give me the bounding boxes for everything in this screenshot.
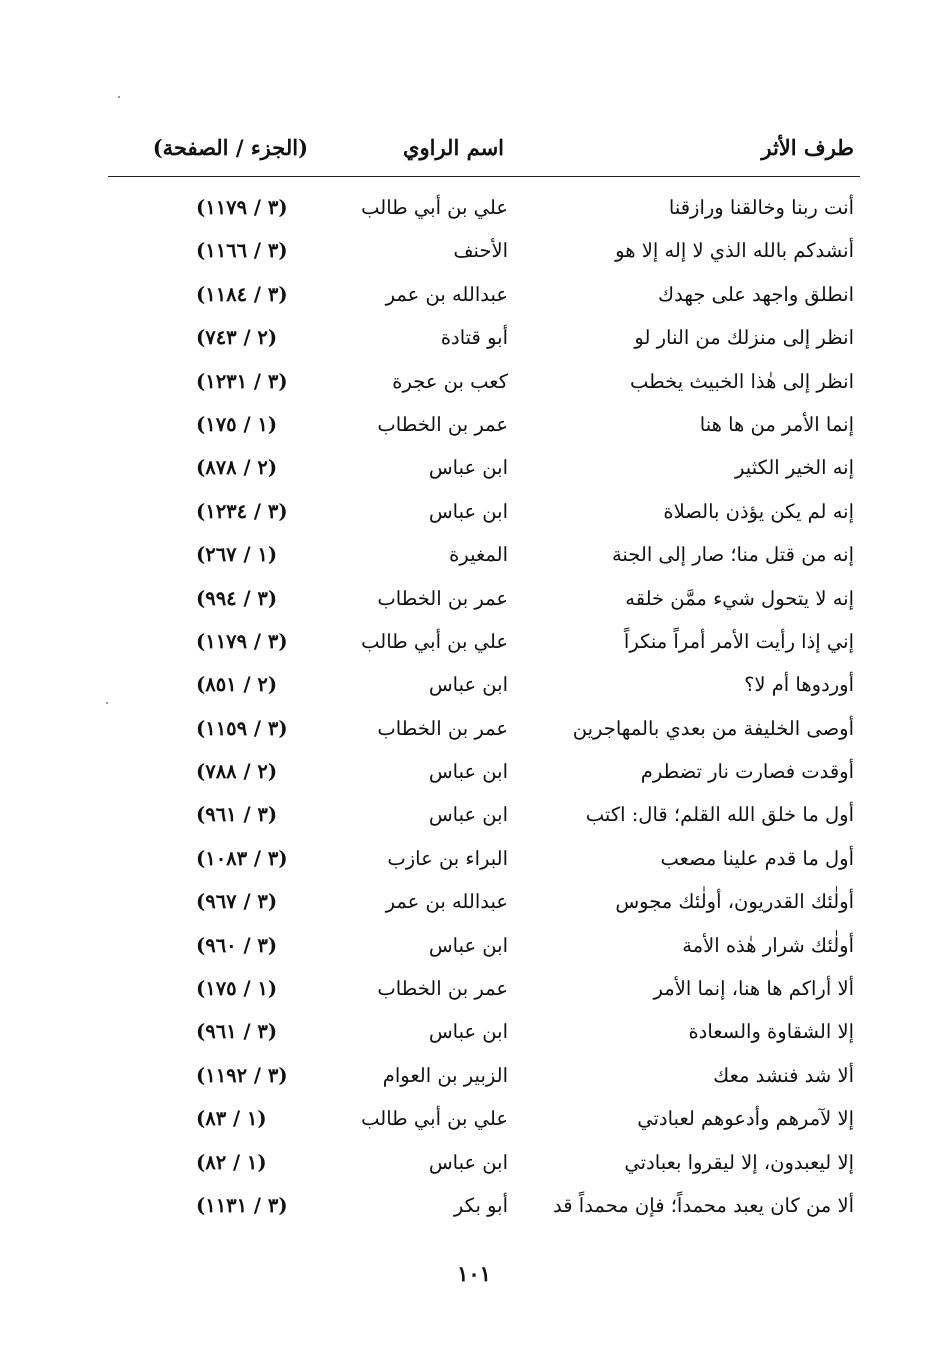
table-row [108,1141,860,1184]
reference-cell: (٣ / ١١٨٤) [196,282,288,306]
reference-cell: (٣ / ١١٧٩) [196,629,288,653]
athar-cell: انظر إلى هٰذا الخبيث يخطب [630,369,854,393]
reference-cell: (١ / ٨٣) [196,1107,267,1131]
reference-cell: (٣ / ١١٩٢) [196,1063,288,1087]
rawi-cell: ابن عباس [428,803,508,827]
table-row [108,186,860,229]
athar-cell: أولٰئك القدريون، أولٰئك مجوس [615,890,854,914]
table-row [108,490,860,533]
rawi-cell: ابن عباس [428,673,508,697]
rawi-cell: علي بن أبي طالب [361,196,508,219]
athar-cell: أنشدكم بالله الذي لا إله إلا هو [615,239,854,263]
rawi-cell: المغيرة [449,543,508,567]
rawi-cell: ابن عباس [428,1150,508,1174]
table-row [108,273,860,316]
table-row [108,1010,860,1053]
athar-cell: أول ما قدم علينا مصعب [660,846,854,870]
reference-cell: (٣ / ١٢٣١) [196,369,288,393]
reference-cell: (٣ / ١١٣١) [196,1193,288,1217]
reference-cell: (٣ / ٩٦٧) [196,890,278,914]
table-row [108,793,860,836]
athar-cell: إلا لآمرهم وأدعوهم لعبادتي [637,1107,854,1131]
reference-cell: (٢ / ٧٤٣) [196,326,278,350]
athar-cell: إلا ليعبدون، إلا ليقروا بعبادتي [624,1150,854,1174]
reference-cell: (١ / ١٧٥) [196,412,278,436]
reference-cell: (٣ / ٩٦٠) [196,933,278,957]
reference-cell: (٣ / ١١٦٦) [196,239,288,263]
athar-cell: إنه لم يكن يؤذن بالصلاة [663,499,854,523]
reference-cell: (١ / ٢٦٧) [196,543,278,567]
reference-cell: (٣ / ١٠٨٣) [196,846,288,870]
rawi-cell: كعب بن عجرة [392,369,508,393]
reference-cell: (٣ / ٩٩٤) [196,586,278,610]
rawi-cell: عبدالله بن عمر [385,282,508,306]
athar-cell: ألا شد فنشد معك [713,1063,854,1087]
reference-cell: (٣ / ١١٧٩) [196,196,288,219]
reference-cell: (١ / ١٧٥) [196,977,278,1001]
athar-cell: إنه من قتل منا؛ صار إلى الجنة [611,543,854,567]
scan-speck [118,96,120,98]
athar-cell: أوردوها أم لا؟ [744,673,854,697]
athar-cell: ألا من كان يعبد محمداً؛ فإن محمداً قد [553,1193,854,1217]
athar-cell: إنه الخير الكثير [735,456,854,480]
table-row [108,924,860,967]
table-row [108,533,860,576]
rawi-cell: علي بن أبي طالب [361,1107,508,1131]
table-row [108,229,860,272]
table-row [108,446,860,489]
athar-cell: إلا الشقاوة والسعادة [688,1020,854,1044]
athar-cell: انطلق واجهد على جهدك [658,282,854,306]
athar-cell: إني إذا رأيت الأمر أمراً منكراً [623,629,854,653]
reference-cell: (٣ / ٩٦١) [196,1020,278,1044]
rawi-cell: أبو بكر [453,1193,508,1217]
rawi-cell: الأحنف [453,239,508,263]
athar-cell: أوقدت فصارت نار تضطرم [640,760,854,784]
table-row [108,620,860,663]
rawi-cell: ابن عباس [428,1020,508,1044]
rawi-cell: ابن عباس [428,760,508,784]
header-athar: طرف الأثر [761,135,854,160]
table-row [108,1184,860,1227]
rawi-cell: ابن عباس [428,499,508,523]
rawi-cell: عمر بن الخطاب [377,586,508,610]
rawi-cell: عمر بن الخطاب [377,412,508,436]
header-reference: (الجزء / الصفحة) [152,135,308,160]
athar-cell: أول ما خلق الله القلم؛ قال: اكتب [585,803,854,827]
table-row [108,1097,860,1140]
rawi-cell: عمر بن الخطاب [377,716,508,740]
rawi-cell: ابن عباس [428,456,508,480]
rawi-cell: عبدالله بن عمر [385,890,508,914]
rawi-cell: الزبير بن العوام [382,1063,508,1087]
table-row [108,837,860,880]
athar-cell: إنما الأمر من ها هنا [699,412,854,436]
reference-cell: (٢ / ٨٧٨) [196,456,278,480]
athar-cell: انظر إلى منزلك من النار لو [634,326,854,350]
athar-cell: أولٰئك شرار هٰذه الأمة [682,933,854,957]
reference-cell: (٣ / ٩٦١) [196,803,278,827]
table-header [108,128,860,168]
table-row [108,880,860,923]
reference-cell: (٣ / ١٢٣٤) [196,499,288,523]
rawi-cell: البراء بن عازب [387,846,508,870]
table-row [108,403,860,446]
header-divider [108,176,860,177]
athar-cell: أنت ربنا وخالقنا ورازقنا [668,196,854,219]
rawi-cell: أبو قتادة [440,326,508,350]
reference-cell: (١ / ٨٢) [196,1150,267,1174]
page-number: ١٠١ [457,1261,491,1286]
index-table-body [108,186,860,1227]
reference-cell: (٢ / ٧٨٨) [196,760,278,784]
reference-cell: (٢ / ٨٥١) [196,673,278,697]
header-rawi: اسم الراوي [403,135,504,160]
table-row [108,707,860,750]
table-row [108,663,860,706]
reference-cell: (٣ / ١١٥٩) [196,716,288,740]
table-row [108,1054,860,1097]
table-row [108,316,860,359]
table-row [108,750,860,793]
athar-cell: إنه لا يتحول شيء ممَّن خلقه [625,586,854,610]
athar-cell: أوصى الخليفة من بعدي بالمهاجرين [572,716,854,740]
athar-cell: ألا أراكم ها هنا، إنما الأمر [653,977,854,1001]
table-row [108,577,860,620]
table-row [108,360,860,403]
table-row [108,967,860,1010]
rawi-cell: علي بن أبي طالب [361,629,508,653]
rawi-cell: عمر بن الخطاب [377,977,508,1001]
rawi-cell: ابن عباس [428,933,508,957]
